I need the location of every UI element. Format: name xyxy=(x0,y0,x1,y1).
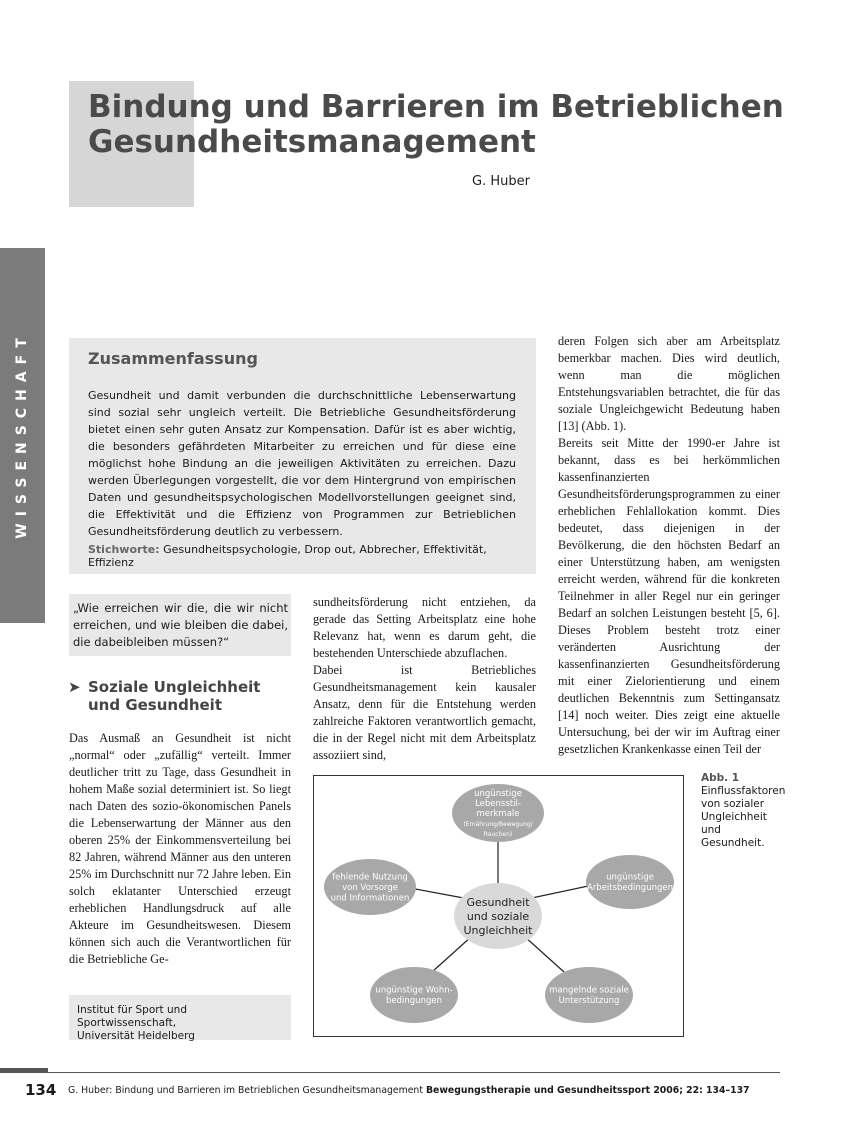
connector-line xyxy=(410,888,469,899)
lifestyle-node-label: Rauchen) xyxy=(483,830,513,838)
section-heading xyxy=(68,678,298,714)
footer-journal: Bewegungstherapie und Gesundheitssport 2006; 22: 134–137 xyxy=(425,1085,750,1096)
work-node-label: ungünstige xyxy=(606,872,654,883)
paragraph: sundheitsförderung nicht entziehen, da gerade das Setting Arbeitsplatz eine hohe Relevanz hat, wenn es darum geht, die bestehenden Unterschiede abzuflachen. xyxy=(313,595,536,660)
lifestyle-node-label: (Ernährung/Bewegung/ xyxy=(463,820,533,828)
body-column-2 xyxy=(313,594,536,764)
arrow-right-icon: ➤ xyxy=(68,678,81,696)
paragraph: Dabei ist Betriebliches Gesundheitsmanagement kein kausaler Ansatz, denn für die Entstehung werden zahlreiche Faktoren verantwortlich gemacht, die in der Regel nicht mit dem Arbeitsplatz assoziiert sind, xyxy=(313,663,536,762)
pull-quote: „Wie erreichen wir die, die wir nicht erreichen, und wie bleiben die dabei, die dabeibleiben müssen?“ xyxy=(73,601,288,649)
body-column-1 xyxy=(69,730,291,968)
lifestyle-node-label: Lebensstil- xyxy=(475,798,521,809)
footer-article: G. Huber: Bindung und Barrieren im Betrieblichen Gesundheitsmanagement xyxy=(68,1085,423,1096)
figure-caption-text: Einflussfaktoren von sozialer Ungleichheit und Gesundheit. xyxy=(701,785,786,849)
center-node-label: Gesundheit xyxy=(466,895,530,909)
body-column-3 xyxy=(558,333,780,758)
social-support-node-label: Unterstützung xyxy=(558,996,620,1007)
connector-line xyxy=(527,885,593,899)
abstract-body: Gesundheit und damit verbunden die durchschnittliche Lebenserwartung sind sozial sehr ungleich verteilt. Die Betriebliche Gesundheitsförderung bietet einen sehr guten Ansatz zur Kompensation. Dafür ist es aber wichtig, die besonders gefährdeten Mitarbeiter zu erreichen und für diese eine möglichst hohe Bindung an die jeweiligen Aktivitäten zu erreichen. Dazu werden Überlegungen vorgestellt, die vor dem Hintergrund von empirischen Daten und gesundheitspsychologischen Modellvorstellungen geeignet sind, die Effektivität und die Effizienz von Programmen zur Betrieblichen Gesundheitsförderung deutlich zu verbessern. xyxy=(88,389,516,538)
paragraph: Das Ausmaß an Gesundheit ist nicht „normal“ oder „zufällig“ verteilt. Immer deutlicher tritt zu Tage, dass Gesundheit in hohem Maße sozial determiniert ist. So liegt nach Daten des sozio-ökonomischen Panels die Lebenserwartung der Männer aus den oberen 25% der Einkommensverteilung bei 82 Jahren, während Männer aus den unteren 25% im Durchschnitt nur 72 Jahre leben. Ein solch eklatanter Unterschied erzeugt erheblichen Handlungsdruck auf alle Akteure im Gesundheitswesen. Diesem können sich auch die Verantwortlichen für die Betriebliche Ge- xyxy=(69,731,291,966)
figure-number: Abb. 1 xyxy=(701,772,740,784)
housing-node-label: bedingungen xyxy=(386,996,442,1007)
paragraph: deren Folgen sich aber am Arbeitsplatz bemerkbar machen. Dies wird deutlich, wenn man die möglichen Entstehungsvariablen betrachtet, die für das soziale Ungleichgewicht Bedeutung haben [13] (Abb. 1). xyxy=(558,334,780,433)
connector-line xyxy=(432,936,472,972)
keywords xyxy=(88,543,518,569)
prevention-node-label: und Informationen xyxy=(330,893,410,904)
section-heading-line-1: Soziale Ungleichheit xyxy=(88,678,261,696)
housing-node-label: ungünstige Wohn- xyxy=(375,985,453,996)
article-title xyxy=(88,90,808,160)
keywords-list: Gesundheitspsychologie, Drop out, Abbrecher, Effektivität, Effizienz xyxy=(88,543,487,569)
center-node-label: und soziale xyxy=(466,909,530,923)
prevention-node-label: fehlende Nutzung xyxy=(332,872,408,883)
keywords-label: Stichworte: xyxy=(88,543,160,556)
affiliation xyxy=(77,1004,287,1043)
work-node-label: Arbeitsbedingungen xyxy=(586,883,674,894)
affiliation-line-1: Institut für Sport und Sportwissenschaft, xyxy=(77,1004,187,1029)
abstract-heading: Zusammenfassung xyxy=(88,349,258,368)
lifestyle-node-label: merkmale xyxy=(476,808,520,819)
section-side-label: WISSENSCHAFT xyxy=(14,331,30,539)
page-number: 134 xyxy=(25,1081,57,1099)
footer-rule xyxy=(0,1072,780,1073)
section-heading-line-2: und Gesundheit xyxy=(88,696,222,714)
figure-caption xyxy=(701,772,786,850)
title-line-1: Bindung und Barrieren im Betrieblichen xyxy=(88,89,784,125)
paragraph: Bereits seit Mitte der 1990-er Jahre ist bekannt, dass es bei herkömmlichen kassenfinanzierten Gesundheitsförderungsprogrammen zu einer erheblichen Fehlallokation kommt. Dies bedeutet, dass diejenigen in der Bevölkerung, die den höchsten Bedarf an einer Unterstützung haben, am wenigsten erreicht werden, während für die konkreten Teilnehmer in aller Regel nur ein geringer Bedarf an solchen Leistungen besteht [5, 6]. Dieses Problem besteht trotz einer veränderten Ausrichtung der kassenfinanzierten Gesundheitsförderung mit einer Zielorientierung und einem deutlichen Bekenntnis zum Settingansatz [14] noch weiter. Dies zeigt eine aktuelle Untersuchung, bei der wir im Auftrag einer gesetzlichen Krankenkasse einen Teil der xyxy=(558,436,780,756)
center-node-label: Ungleichheit xyxy=(463,923,533,937)
connector-line xyxy=(524,936,564,972)
title-line-2: Gesundheitsmanagement xyxy=(88,124,536,160)
prevention-node-label: von Vorsorge xyxy=(342,882,398,893)
lifestyle-node-label: ungünstige xyxy=(474,788,522,799)
author: G. Huber xyxy=(472,174,530,189)
footer-citation xyxy=(68,1085,750,1096)
figure-diagram xyxy=(313,775,684,1037)
social-support-node-label: mangelnde soziale xyxy=(549,985,629,996)
affiliation-line-2: Universität Heidelberg xyxy=(77,1030,195,1042)
